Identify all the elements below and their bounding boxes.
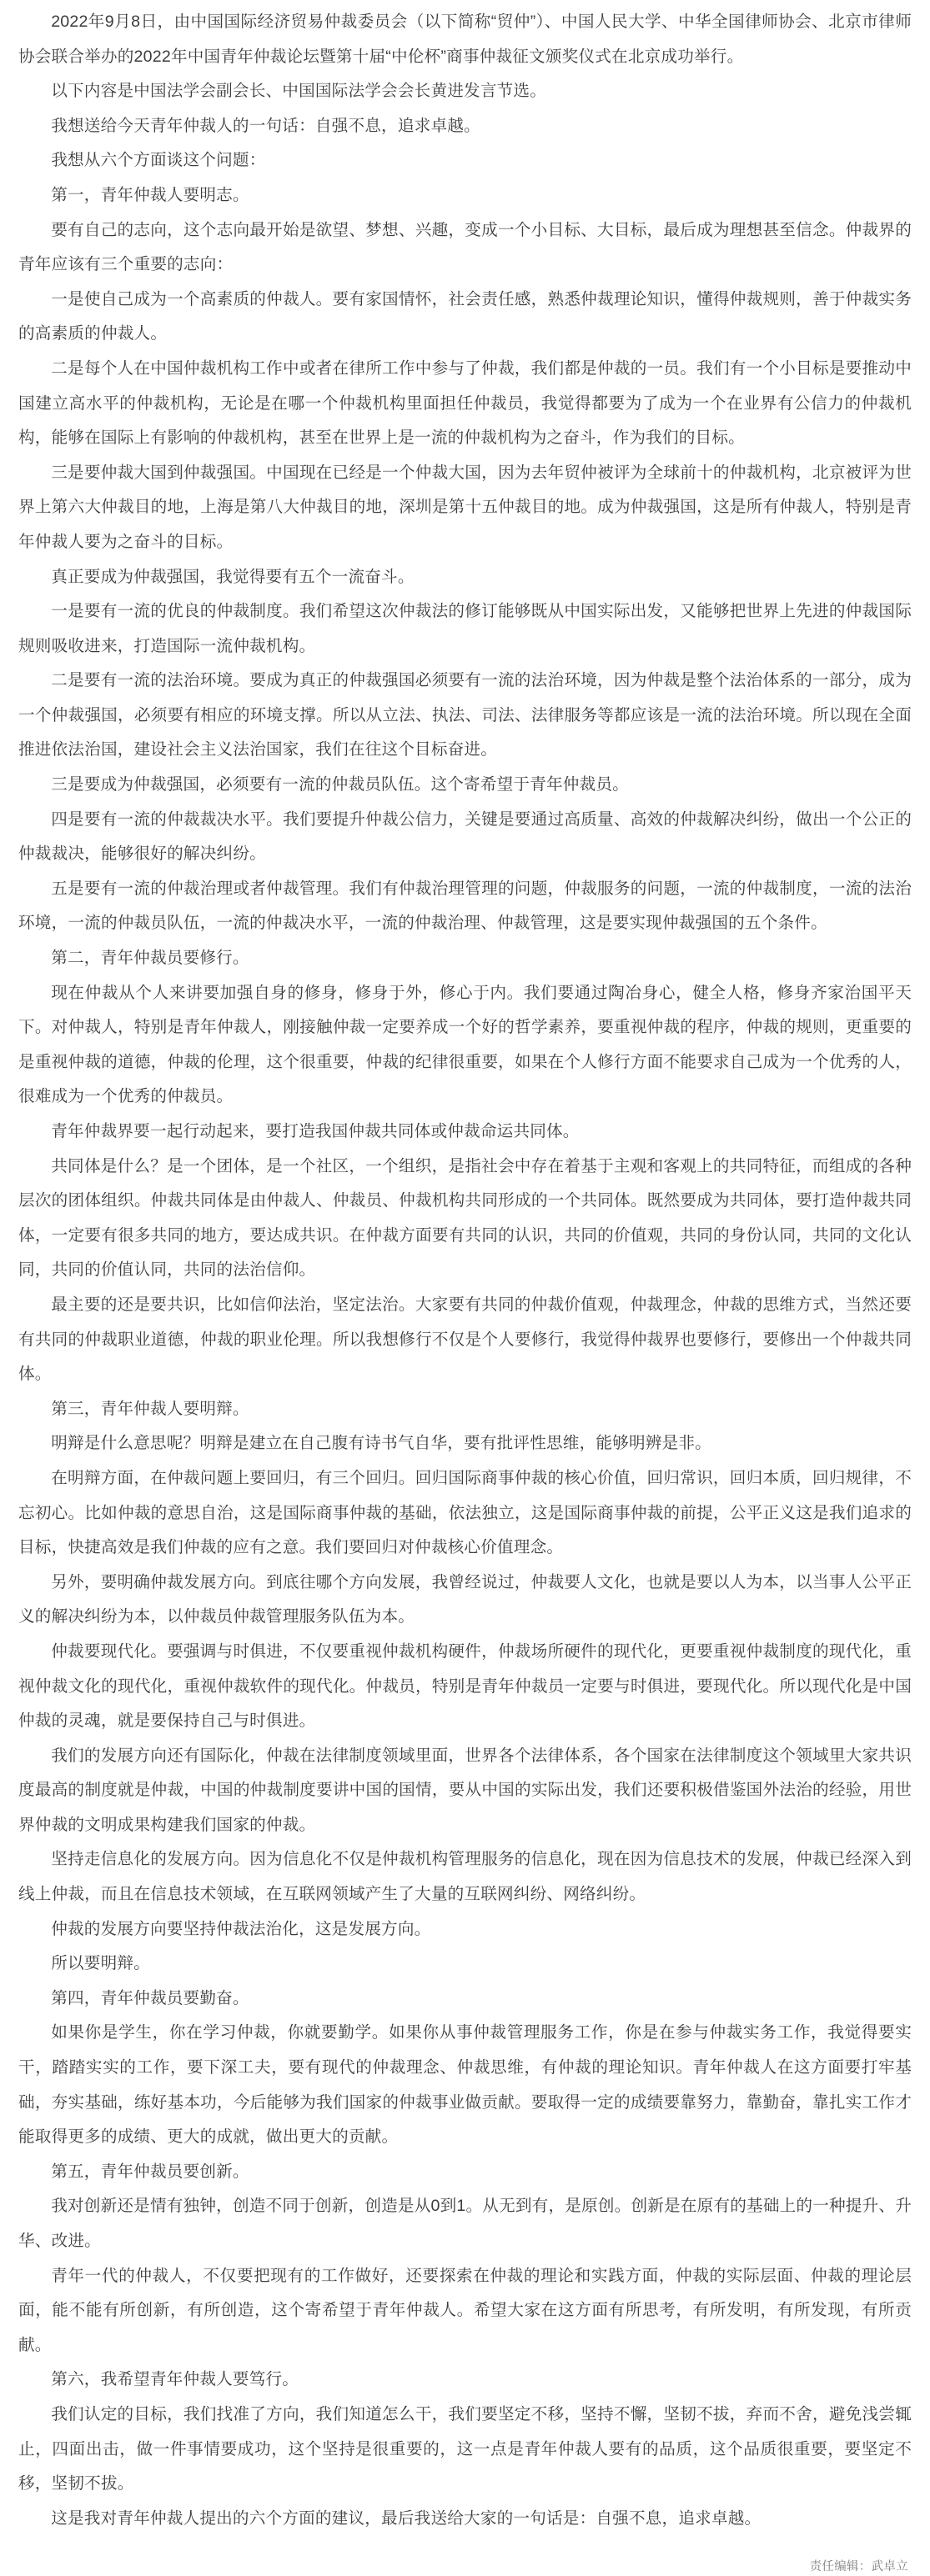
article-paragraph: 明辩是什么意思呢？明辩是建立在自己腹有诗书气自华，要有批评性思维，能够明辨是非。	[51, 1434, 711, 1453]
article-paragraph: 仲裁的发展方向要坚持仲裁法治化，这是发展方向。	[51, 1919, 431, 1938]
article-paragraph: 坚持走信息化的发展方向。因为信息化不仅是仲裁机构管理服务的信息化，现在因为信息技术的发展，仲裁已经深入到线上仲裁，而且在信息技术领域，在互联网领域产生了大量的互联网纠纷、网络纠纷。	[18, 1850, 912, 1904]
article-paragraph: 我想从六个方面谈这个问题：	[51, 151, 266, 170]
article-paragraph: 四是要有一流的仲裁裁决水平。我们要提升仲裁公信力，关键是要通过高质量、高效的仲裁解决纠纷，做出一个公正的仲裁裁决，能够很好的解决纠纷。	[18, 809, 912, 864]
article-paragraph: 在明辩方面，在仲裁问题上要回归，有三个回归。回归国际商事仲裁的核心价值，回归常识，回归本质，回归规律，不忘初心。比如仲裁的意思自治，这是国际商事仲裁的基础，依法独立，这是国际商事仲裁的前提，公平正义这是我们追求的目标，快捷高效是我们仲裁的应有之意。我们要回归对仲裁核心价值理念。	[18, 1468, 912, 1557]
article-paragraph: 仲裁要现代化。要强调与时俱进，不仅要重视仲裁机构硬件，仲裁场所硬件的现代化，更要重视仲裁制度的现代化，重视仲裁文化的现代化，重视仲裁软件的现代化。仲裁员，特别是青年仲裁员一定要与时俱进，要现代化。所以现代化是中国仲裁的灵魂，就是要保持自己与时俱进。	[18, 1641, 912, 1731]
article-paragraph: 最主要的还是要共识，比如信仰法治，坚定法治。大家要有共同的仲裁价值观，仲裁理念，仲裁的思维方式，当然还要有共同的仲裁职业道德，仲裁的职业伦理。所以我想修行不仅是个人要修行，我觉得仲裁界也要修行，要修出一个仲裁共同体。	[18, 1295, 912, 1384]
article-paragraph: 另外，要明确仲裁发展方向。到底往哪个方向发展，我曾经说过，仲裁要人文化，也就是要以人为本，以当事人公平正义的解决纠纷为本，以仲裁员仲裁管理服务队伍为本。	[18, 1572, 912, 1626]
editor-credit: 责任编辑：武卓立	[809, 2560, 908, 2574]
article-paragraph: 我们的发展方向还有国际化，仲裁在法律制度领域里面，世界各个法律体系，各个国家在法律制度这个领域里大家共识度最高的制度就是仲裁，中国的仲裁制度要讲中国的国情，要从中国的实际出发，我们还要积极借鉴国外法治的经验，用世界仲裁的文明成果构建我们国家的仲裁。	[18, 1746, 912, 1834]
article-paragraph: 青年一代的仲裁人，不仅要把现有的工作做好，还要探索在仲裁的理论和实践方面，仲裁的实际层面、仲裁的理论层面，能不能有所创新，有所创造，这个寄希望于青年仲裁人。希望大家在这方面有所思考，有所发明，有所发现，有所贡献。	[18, 2266, 912, 2354]
article-paragraph: 我想送给今天青年仲裁人的一句话：自强不息，追求卓越。	[51, 116, 480, 135]
article-paragraph: 三是要成为仲裁强国，必须要有一流的仲裁员队伍。这个寄希望于青年仲裁员。	[51, 775, 629, 794]
article-paragraph: 现在仲裁从个人来讲要加强自身的修身，修身于外，修心于内。我们要通过陶冶身心，健全人格，修身齐家治国平天下。对仲裁人，特别是青年仲裁人，刚接触仲裁一定要养成一个好的哲学素养，要重视仲裁的程序，仲裁的规则，更重要的是重视仲裁的道德，仲裁的伦理，这个很重要，仲裁的纪律很重要，如果在个人修行方面不能要求自己成为一个优秀的人，很难成为一个优秀的仲裁员。	[18, 983, 912, 1106]
article-paragraph: 我们认定的目标，我们找准了方向，我们知道怎么干，我们要坚定不移，坚持不懈，坚韧不拔，弃而不舍，避免浅尝辄止，四面出击，做一件事情要成功，这个坚持是很重要的，这一点是青年仲裁人要有的品质，这个品质很重要，要坚定不移，坚韧不拔。	[18, 2404, 912, 2493]
article-paragraph: 要有自己的志向，这个志向最开始是欲望、梦想、兴趣，变成一个小目标、大目标，最后成为理想甚至信念。仲裁界的青年应该有三个重要的志向：	[18, 220, 912, 274]
article-paragraph: 共同体是什么？是一个团体，是一个社区，一个组织，是指社会中存在着基于主观和客观上的共同特征，而组成的各种层次的团体组织。仲裁共同体是由仲裁人、仲裁员、仲裁机构共同形成的一个共同体。既然要成为共同体，要打造仲裁共同体，一定要有很多共同的地方，要达成共识。在仲裁方面要有共同的认识，共同的价值观，共同的身份认同，共同的文化认同，共同的价值认同，共同的法治信仰。	[18, 1156, 912, 1280]
article-paragraph: 二是每个人在中国仲裁机构工作中或者在律所工作中参与了仲裁，我们都是仲裁的一员。我们有一个小目标是要推动中国建立高水平的仲裁机构，无论是在哪一个仲裁机构里面担任仲裁员，我觉得都要为了成为一个在业界有公信力的仲裁机构，能够在国际上有影响的仲裁机构，甚至在世界上是一流的仲裁机构为之奋斗，作为我们的目标。	[18, 358, 912, 448]
article-paragraph: 一是要有一流的优良的仲裁制度。我们希望这次仲裁法的修订能够既从中国实际出发，又能够把世界上先进的仲裁国际规则吸收进来，打造国际一流仲裁机构。	[18, 602, 912, 655]
article-paragraph: 三是要仲裁大国到仲裁强国。中国现在已经是一个仲裁大国，因为去年贸仲被评为全球前十的仲裁机构，北京被评为世界上第六大仲裁目的地，上海是第八大仲裁目的地，深圳是第十五仲裁目的地。成为仲裁强国，这是所有仲裁人，特别是青年仲裁人要为之奋斗的目标。	[18, 463, 912, 551]
article-body	[18, 5, 912, 2536]
article-paragraph: 这是我对青年仲裁人提出的六个方面的建议，最后我送给大家的一句话是：自强不息，追求卓越。	[51, 2508, 762, 2528]
article-paragraph: 第五，青年仲裁员要创新。	[51, 2162, 249, 2181]
article-paragraph: 我对创新还是情有独钟，创造不同于创新，创造是从0到1。从无到有，是原创。创新是在原有的基础上的一种提升、升华、改进。	[18, 2197, 912, 2250]
article-paragraph: 如果你是学生，你在学习仲裁，你就要勤学。如果你从事仲裁管理服务工作，你是在参与仲裁实务工作，我觉得要实干，踏踏实实的工作，要下深工夫，要有现代的仲裁理念、仲裁思维，有仲裁的理论知识。青年仲裁人在这方面要打牢基础，夯实基础，练好基本功，今后能够为我们国家的仲裁事业做贡献。要取得一定的成绩要靠努力，靠勤奋，靠扎实工作才能取得更多的成绩、更大的成就，做出更大的贡献。	[18, 2023, 912, 2147]
article-paragraph: 所以要明辩。	[51, 1954, 150, 1973]
article-paragraph: 一是使自己成为一个高素质的仲裁人。要有家国情怀，社会责任感，熟悉仲裁理论知识，懂得仲裁规则，善于仲裁实务的高素质的仲裁人。	[18, 289, 912, 343]
article-paragraph: 以下内容是中国法学会副会长、中国国际法学会会长黄进发言节选。	[51, 82, 546, 101]
article-paragraph: 青年仲裁界要一起行动起来，要打造我国仲裁共同体或仲裁命运共同体。	[51, 1122, 580, 1140]
article-paragraph: 二是要有一流的法治环境。要成为真正的仲裁强国必须要有一流的法治环境，因为仲裁是整个法治体系的一部分，成为一个仲裁强国，必须要有相应的环境支撑。所以从立法、执法、司法、法律服务等都应该是一流的法治环境。所以现在全面推进依法治国，建设社会主义法治国家，我们在往这个目标奋进。	[18, 671, 912, 759]
article-paragraph: 真正要成为仲裁强国，我觉得要有五个一流奋斗。	[51, 567, 415, 586]
article-paragraph: 第四，青年仲裁员要勤奋。	[51, 1988, 249, 2007]
article-paragraph: 第一，青年仲裁人要明志。	[51, 185, 249, 204]
article-paragraph: 第三，青年仲裁人要明辩。	[51, 1399, 249, 1418]
article-paragraph: 第六，我希望青年仲裁人要笃行。	[51, 2370, 299, 2389]
article-paragraph: 第二，青年仲裁员要修行。	[51, 949, 249, 968]
article-paragraph: 2022年9月8日，由中国国际经济贸易仲裁委员会（以下简称“贸仲”）、中国人民大学、中华全国律师协会、北京市律师协会联合举办的2022年中国青年仲裁论坛暨第十届“中伦杯”商事仲裁征文颁奖仪式在北京成功举行。	[18, 13, 912, 66]
article-paragraph: 五是要有一流的仲裁治理或者仲裁管理。我们有仲裁治理管理的问题，仲裁服务的问题，一流的仲裁制度，一流的法治环境，一流的仲裁员队伍，一流的仲裁决水平，一流的仲裁治理、仲裁管理，这是要实现仲裁强国的五个条件。	[18, 879, 912, 933]
